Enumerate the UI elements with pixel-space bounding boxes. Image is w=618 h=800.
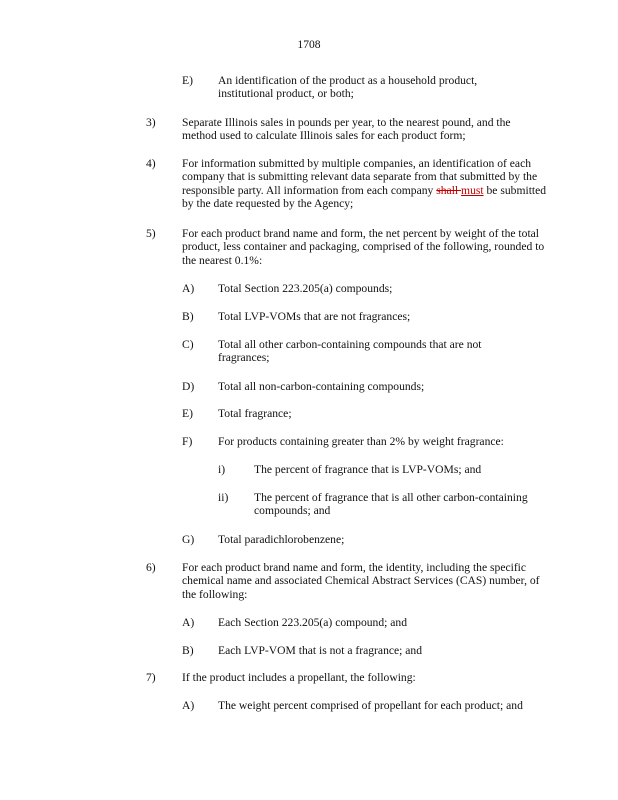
item-5c-label: C) bbox=[182, 338, 194, 351]
item-6a-text: Each Section 223.205(a) compound; and bbox=[218, 616, 407, 629]
item-7a-label: A) bbox=[182, 699, 195, 712]
item-e-label: E) bbox=[182, 74, 193, 87]
item-5g-label: G) bbox=[182, 533, 195, 546]
item-6b-text: Each LVP-VOM that is not a fragrance; and bbox=[218, 644, 423, 657]
item-3-label: 3) bbox=[146, 116, 156, 129]
item-5fi-label: i) bbox=[218, 463, 226, 476]
item-5a-text: Total Section 223.205(a) compounds; bbox=[218, 282, 393, 295]
item-7a-text: The weight percent comprised of propellant for each product; and bbox=[218, 699, 523, 712]
item-4-text bbox=[182, 157, 547, 211]
item-5fii-text: The percent of fragrance that is all other carbon-containing compounds; and bbox=[254, 491, 528, 518]
item-5d-text: Total all non-carbon-containing compounds; bbox=[218, 380, 425, 393]
item-5d-label: D) bbox=[182, 380, 195, 393]
page-number: 1708 bbox=[297, 38, 321, 51]
item-5e-label: E) bbox=[182, 407, 193, 420]
item-5b-label: B) bbox=[182, 310, 194, 323]
inserted-text: must bbox=[461, 183, 484, 197]
item-5e-text: Total fragrance; bbox=[218, 407, 292, 420]
item-4-label: 4) bbox=[146, 157, 156, 170]
item-5c-text: Total all other carbon-containing compounds that are not fragrances; bbox=[218, 338, 482, 365]
item-6a-label: A) bbox=[182, 616, 195, 629]
item-5fi-text: The percent of fragrance that is LVP-VOMs; and bbox=[254, 463, 482, 476]
item-5b-text: Total LVP-VOMs that are not fragrances; bbox=[218, 310, 411, 323]
item-5f-label: F) bbox=[182, 435, 193, 448]
item-6b-label: B) bbox=[182, 644, 194, 657]
item-4-text-before: For information submitted by multiple companies, an identification of each company that is submitting relevant data separate from that submitted by the responsible party. All information from each company bbox=[182, 157, 538, 197]
item-5-text: For each product brand name and form, the net percent by weight of the total product, less container and packaging, comprised of the following, rounded to the nearest 0.1%: bbox=[182, 227, 545, 267]
item-5a-label: A) bbox=[182, 282, 195, 295]
item-6-label: 6) bbox=[146, 561, 156, 574]
item-5fii-label: ii) bbox=[218, 491, 229, 504]
item-5g-text: Total paradichlorobenzene; bbox=[218, 533, 345, 546]
item-6-text: For each product brand name and form, the identity, including the specific chemical name and associated Chemical Abstract Services (CAS) number, of the following: bbox=[182, 561, 540, 601]
item-7-label: 7) bbox=[146, 671, 156, 684]
item-7-text: If the product includes a propellant, the following: bbox=[182, 671, 416, 684]
item-5-label: 5) bbox=[146, 227, 156, 240]
item-3-text: Separate Illinois sales in pounds per year, to the nearest pound, and the method used to calculate Illinois sales for each product form; bbox=[182, 116, 511, 143]
item-4-text-after: be submitted by the date requested by the Agency; bbox=[182, 183, 547, 211]
item-e-text: An identification of the product as a household product, institutional product, or both; bbox=[218, 74, 478, 101]
deleted-text: shall bbox=[436, 183, 462, 197]
item-5f-text: For products containing greater than 2% by weight fragrance: bbox=[218, 435, 504, 448]
